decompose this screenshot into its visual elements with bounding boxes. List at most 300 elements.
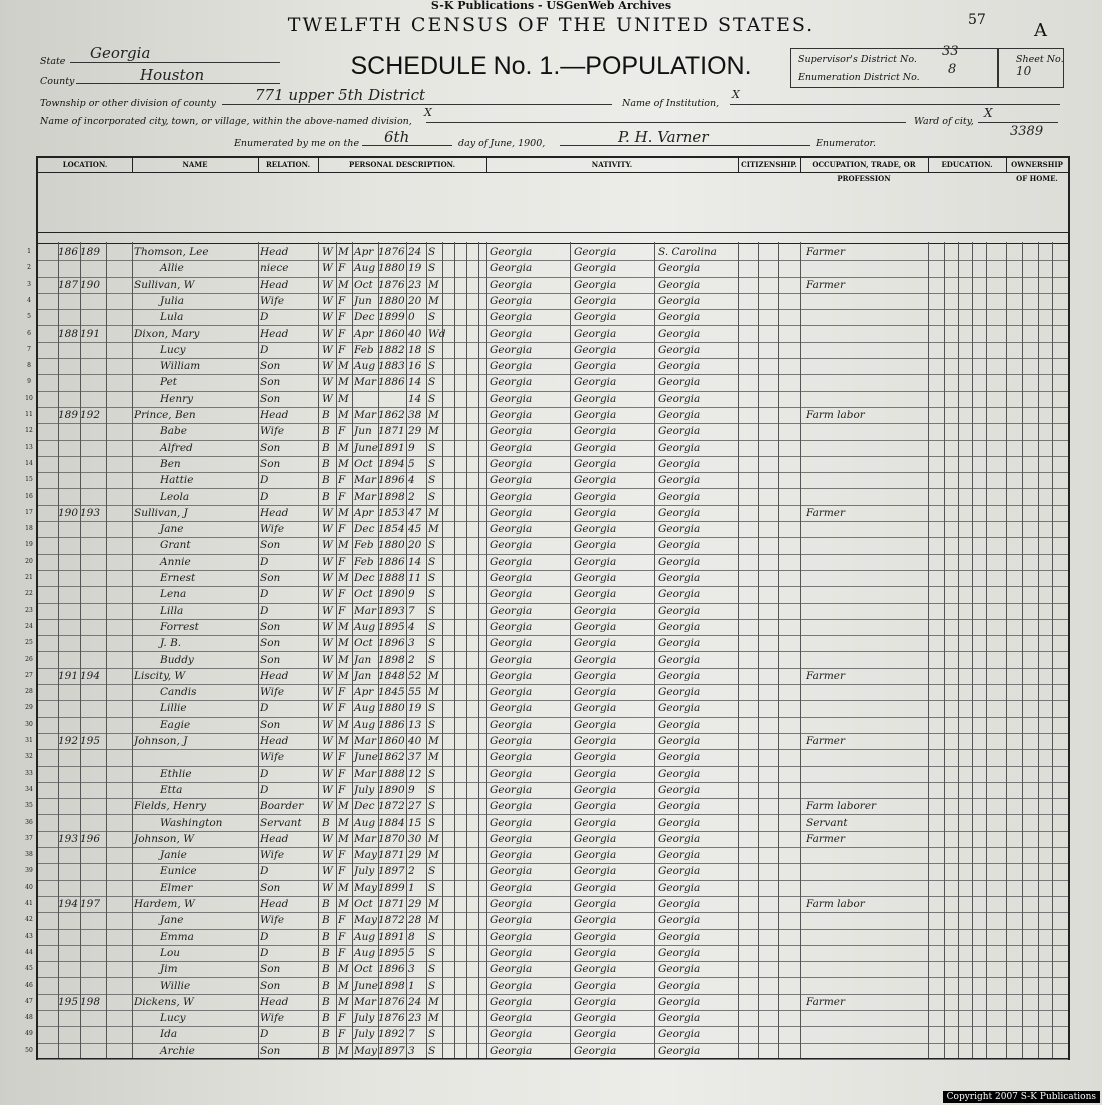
cell-yr: 1884 [378, 816, 405, 829]
enum-prefix: Enumerated by me on the [234, 138, 360, 149]
cell-pb: Georgia [490, 262, 533, 275]
cell-race: B [322, 816, 330, 829]
cell-fam [80, 619, 106, 635]
cell-rel: Wife [260, 294, 285, 307]
cell-ms: M [428, 1012, 439, 1025]
table-row [27, 342, 1068, 359]
cell-ms: S [428, 572, 436, 584]
line-number: 5 [27, 313, 31, 321]
cell-race: B [322, 409, 330, 421]
cell-pm: Georgia [658, 555, 701, 568]
cell-dw [58, 440, 80, 456]
cell-pf: Georgia [574, 604, 617, 617]
cell-rel: Head [260, 832, 289, 845]
cell-race: W [322, 865, 333, 878]
line-number: 46 [25, 981, 33, 989]
cell-age: 0 [408, 311, 415, 324]
table-row [25, 489, 1068, 506]
cell-yr: 1890 [378, 783, 405, 796]
cell-pm: Georgia [658, 963, 701, 976]
cell-sex: F [338, 946, 346, 959]
cell-rel: Wife [260, 523, 285, 536]
cell-race: W [322, 539, 333, 552]
cell-race: B [322, 979, 330, 992]
line-number: 47 [25, 997, 33, 1005]
state-label: State [40, 56, 66, 67]
cell-pb: Georgia [490, 555, 533, 568]
cell-pm: Georgia [658, 718, 701, 731]
cell-yr: 1895 [378, 620, 405, 633]
cell-race: W [322, 246, 333, 258]
cell-dw [58, 978, 80, 994]
cell-occ [806, 603, 924, 619]
group-personal: PERSONAL DESCRIPTION. [318, 158, 487, 173]
supervisor-value: 33 [942, 44, 959, 59]
cell-fam [80, 1043, 106, 1059]
cell-pf: Georgia [574, 963, 617, 976]
cell-sex: M [338, 572, 349, 584]
cell-ms: M [428, 914, 439, 927]
cell-ms: S [428, 865, 436, 878]
cell-rel: Head [260, 278, 289, 291]
cell-dw [58, 554, 80, 570]
cell-fam [80, 978, 106, 994]
cell-fam [80, 880, 106, 896]
cell-ms: M [428, 995, 439, 1008]
line-number: 21 [25, 574, 33, 581]
cell-ms: S [428, 767, 436, 780]
cell-dw [58, 880, 80, 896]
cell-pm: Georgia [658, 490, 701, 503]
table-row [27, 358, 1068, 375]
cell-pb: Georgia [490, 914, 533, 927]
cell-pm: Georgia [658, 1028, 701, 1041]
table-row [25, 537, 1068, 554]
cell-yr: 1871 [378, 849, 405, 862]
cell-dw [58, 1010, 80, 1026]
cell-dw: 192 [58, 735, 79, 747]
cell-ms: S [428, 262, 436, 275]
cell-occ [806, 358, 924, 374]
cell-mon: July [354, 783, 375, 796]
cell-age: 11 [408, 572, 422, 584]
cell-rel: Son [260, 392, 281, 405]
table-row [25, 554, 1068, 571]
cell-age: 9 [408, 783, 415, 796]
cell-pf: Georgia [574, 767, 617, 780]
line-number: 26 [25, 655, 33, 663]
cell-mon: Aug [354, 930, 376, 943]
cell-occ [806, 717, 924, 733]
cell-sex: F [338, 686, 346, 699]
table-row [25, 749, 1068, 766]
cell-race: B [322, 995, 330, 1008]
cell-age: 29 [408, 849, 422, 862]
cell-name: Alfred [160, 441, 193, 454]
line-number: 32 [25, 753, 33, 761]
cell-mon: June [354, 979, 378, 992]
cell-fam [80, 945, 106, 961]
cell-age: 4 [408, 620, 415, 633]
group-nativity: NATIVITY. [486, 158, 739, 173]
cell-rel: D [260, 1028, 269, 1041]
line-number: 42 [25, 916, 33, 924]
cell-mon: Oct [354, 637, 373, 650]
cell-race: W [322, 849, 333, 862]
cell-dw [58, 1026, 80, 1042]
line-number: 37 [25, 834, 33, 842]
cell-yr: 1882 [378, 343, 405, 356]
cell-age: 20 [408, 539, 422, 552]
cell-age: 5 [408, 946, 415, 959]
cell-dw [58, 423, 80, 439]
cell-name: Ernest [160, 572, 196, 584]
cell-occ: Farmer [806, 832, 846, 845]
cell-name: Candis [160, 686, 197, 699]
line-number: 49 [25, 1030, 33, 1038]
cell-pf: Georgia [574, 898, 617, 910]
ward-label: Ward of city, [914, 116, 974, 127]
cell-race: W [322, 653, 333, 666]
cell-mon: Feb [354, 539, 374, 552]
cell-name: Janie [160, 849, 187, 862]
cell-pf: Georgia [574, 946, 617, 959]
enumerator-name: P. H. Varner [618, 128, 709, 146]
cell-age: 3 [408, 1044, 415, 1057]
table-row [25, 815, 1068, 832]
cell-rel: niece [260, 262, 289, 275]
cell-ms: S [428, 800, 436, 813]
cell-occ [806, 619, 924, 635]
cell-race: W [322, 620, 333, 633]
cell-sex: F [338, 751, 346, 764]
cell-yr: 1898 [378, 979, 405, 992]
cell-occ: Farmer [806, 669, 846, 682]
cell-mon: Dec [354, 311, 375, 324]
cell-pb: Georgia [490, 800, 533, 813]
cell-age: 2 [408, 490, 415, 503]
cell-age: 38 [408, 409, 422, 421]
cell-name: Ethlie [160, 767, 192, 780]
cell-race: W [322, 686, 333, 699]
cell-mon: Mar [354, 490, 377, 503]
cell-ms: M [428, 735, 439, 747]
cell-yr: 1848 [378, 669, 405, 682]
cell-pf: Georgia [574, 849, 617, 862]
line-number: 12 [25, 427, 33, 435]
cell-occ [806, 326, 924, 342]
cell-sex: M [338, 392, 349, 405]
cell-rel: D [260, 474, 269, 487]
cell-pb: Georgia [490, 360, 533, 373]
cell-fam: 189 [80, 246, 101, 258]
cell-fam [80, 570, 106, 586]
cell-rel: Head [260, 409, 289, 421]
table-row [25, 407, 1068, 424]
cell-age: 14 [408, 392, 422, 405]
cell-pb: Georgia [490, 718, 533, 731]
cell-race: W [322, 783, 333, 796]
cell-race: W [322, 392, 333, 405]
cell-dw [58, 619, 80, 635]
table-row [25, 505, 1068, 522]
cell-yr: 1862 [378, 751, 405, 764]
census-title: TWELFTH CENSUS OF THE UNITED STATES. [287, 14, 815, 36]
cell-rel: Boarder [260, 800, 304, 813]
cell-pb: Georgia [490, 620, 533, 633]
cell-dw [58, 1043, 80, 1059]
cell-rel: Son [260, 539, 281, 552]
line-number: 16 [25, 492, 33, 500]
cell-dw [58, 945, 80, 961]
line-number: 7 [27, 345, 31, 353]
cell-dw [58, 652, 80, 668]
cell-sex: F [338, 425, 346, 438]
cell-rel: Son [260, 441, 281, 454]
cell-pm: Georgia [658, 995, 701, 1008]
cell-fam [80, 766, 106, 782]
cell-pb: Georgia [490, 686, 533, 699]
cell-dw: 186 [58, 246, 79, 258]
group-ownership: OWNERSHIP OF HOME. [1006, 158, 1068, 173]
cell-pm: Georgia [658, 783, 701, 796]
cell-mon: Aug [354, 262, 376, 275]
cell-pm: Georgia [658, 457, 701, 470]
cell-mon: Aug [354, 702, 376, 715]
cell-rel: Wife [260, 1012, 285, 1025]
cell-fam: 193 [80, 506, 101, 519]
cell-dw: 194 [58, 898, 79, 910]
cell-sex: M [338, 881, 349, 894]
cell-occ [806, 342, 924, 358]
cell-name: Emma [160, 930, 194, 943]
cell-mon: Feb [354, 343, 374, 356]
banner: S-K Publications - USGenWeb Archives [430, 0, 672, 12]
cell-yr: 1870 [378, 832, 405, 845]
cell-mon: Apr [354, 686, 374, 699]
cell-occ [806, 391, 924, 407]
table-row [25, 684, 1068, 701]
cell-pm: Georgia [658, 1012, 701, 1025]
cell-dw [58, 260, 80, 276]
cell-ms: S [428, 246, 436, 258]
group-occupation: OCCUPATION, TRADE, OR PROFESSION [800, 158, 929, 173]
cell-race: W [322, 523, 333, 536]
cell-occ [806, 652, 924, 668]
cell-age: 15 [408, 816, 422, 829]
cell-pb: Georgia [490, 278, 533, 291]
cell-race: B [322, 490, 330, 503]
cell-mon: Oct [354, 588, 373, 601]
table-row [25, 586, 1068, 603]
cell-pm: Georgia [658, 474, 701, 487]
cell-rel: Son [260, 1044, 281, 1057]
line-number: 40 [25, 883, 33, 891]
cell-dw [58, 766, 80, 782]
line-number: 8 [27, 362, 31, 370]
line-number: 25 [25, 639, 33, 647]
cell-sex: M [338, 963, 349, 976]
enum-day: 6th [384, 128, 410, 146]
cell-pb: Georgia [490, 995, 533, 1008]
cell-fam [80, 374, 106, 390]
cell-pb: Georgia [490, 669, 533, 682]
cell-age: 3 [408, 963, 415, 976]
cell-mon: Mar [354, 832, 377, 845]
line-number: 10 [25, 394, 33, 402]
cell-pm: Georgia [658, 278, 701, 291]
cell-pf: Georgia [574, 653, 617, 666]
cell-name: J. B. [160, 637, 182, 650]
cell-rel: Son [260, 637, 281, 650]
cell-sex: M [338, 441, 349, 454]
cell-occ [806, 749, 924, 765]
table-row [25, 831, 1068, 848]
enumerator-label: Enumerator. [816, 138, 877, 149]
line-number: 50 [25, 1046, 33, 1054]
line-number: 44 [25, 948, 33, 956]
line-number: 14 [25, 459, 33, 467]
cell-pm: Georgia [658, 1044, 701, 1057]
cell-fam [80, 423, 106, 439]
cell-pb: Georgia [490, 311, 533, 324]
cell-yr: 1888 [378, 767, 405, 780]
cell-dw [58, 815, 80, 831]
cell-age: 37 [408, 751, 422, 764]
cell-pm: Georgia [658, 735, 701, 747]
cell-ms: S [428, 474, 436, 487]
cell-race: W [322, 343, 333, 356]
cell-pb: Georgia [490, 327, 533, 340]
cell-sex: F [338, 604, 346, 617]
cell-pf: Georgia [574, 262, 617, 275]
cell-name: Dixon, Mary [134, 327, 200, 340]
cell-name: Jane [160, 523, 184, 536]
line-number: 1 [27, 248, 31, 255]
cell-dw [58, 489, 80, 505]
cell-name: Lula [160, 311, 184, 324]
line-number: 2 [27, 264, 31, 272]
cell-pm: Georgia [658, 637, 701, 650]
cell-age: 19 [408, 702, 422, 715]
cell-pf: Georgia [574, 539, 617, 552]
cell-occ [806, 961, 924, 977]
cell-age: 40 [408, 327, 422, 340]
township-label: Township or other division of county [40, 98, 216, 109]
cell-mon: Mar [354, 767, 377, 780]
cell-ms: S [428, 653, 436, 666]
table-row [27, 326, 1068, 343]
line-number: 13 [25, 443, 33, 451]
cell-fam [80, 586, 106, 602]
cell-mon: Dec [354, 800, 375, 813]
cell-yr: 1876 [378, 995, 405, 1008]
table-row [25, 668, 1068, 685]
cell-dw [58, 749, 80, 765]
cell-race: W [322, 604, 333, 617]
cell-sex: M [338, 832, 349, 845]
cell-occ [806, 945, 924, 961]
cell-occ [806, 423, 924, 439]
cell-ms: S [428, 946, 436, 959]
cell-pm: Georgia [658, 914, 701, 927]
cell-sex: M [338, 718, 349, 731]
cell-mon: Oct [354, 278, 373, 291]
cell-occ [806, 929, 924, 945]
cell-ms: M [428, 409, 439, 421]
cell-name: Liscity, W [134, 669, 186, 682]
cell-race: W [322, 767, 333, 780]
cell-pb: Georgia [490, 506, 533, 519]
cell-yr: 1886 [378, 718, 405, 731]
cell-fam [80, 652, 106, 668]
cell-pf: Georgia [574, 620, 617, 633]
cell-ms: S [428, 881, 436, 894]
cell-fam [80, 358, 106, 374]
cell-pm: Georgia [658, 946, 701, 959]
cell-fam [80, 717, 106, 733]
table-row [25, 456, 1068, 473]
cell-name: Henry [160, 392, 194, 405]
cell-occ [806, 374, 924, 390]
cell-mon: Mar [354, 409, 377, 421]
cell-ms: S [428, 441, 436, 454]
cell-yr: 1845 [378, 686, 405, 699]
table-row [25, 978, 1068, 995]
table-row [25, 798, 1068, 815]
cell-ms: S [428, 637, 436, 650]
cell-occ [806, 554, 924, 570]
cell-mon: July [354, 865, 375, 878]
cell-sex: M [338, 653, 349, 666]
cell-rel: Head [260, 995, 289, 1008]
cell-fam [80, 342, 106, 358]
cell-mon: May [354, 881, 377, 894]
cell-rel: D [260, 783, 269, 796]
cell-occ [806, 293, 924, 309]
cell-occ [806, 309, 924, 325]
cell-mon: Jan [354, 669, 372, 682]
cell-ms: M [428, 523, 439, 536]
corner-number: 57 [968, 12, 986, 28]
cell-sex: F [338, 555, 346, 568]
cell-yr: 1886 [378, 555, 405, 568]
cell-age: 23 [408, 1012, 422, 1025]
cell-mon: Feb [354, 555, 374, 568]
cell-pb: Georgia [490, 735, 533, 747]
cell-fam [80, 815, 106, 831]
cell-ms: M [428, 669, 439, 682]
cell-name: Eagie [160, 718, 191, 731]
group-name: NAME [132, 158, 259, 173]
group-citizenship: CITIZENSHIP. [738, 158, 801, 173]
line-number: 45 [25, 965, 33, 973]
cell-race: W [322, 555, 333, 568]
cell-yr: 1899 [378, 311, 405, 324]
cell-pm: Georgia [658, 669, 701, 682]
cell-race: W [322, 588, 333, 601]
cell-yr: 1886 [378, 376, 405, 389]
cell-pf: Georgia [574, 523, 617, 536]
cell-fam: 195 [80, 735, 101, 747]
cell-ms: M [428, 832, 439, 845]
copyright-notice: Copyright 2007 S-K Publications [943, 1091, 1100, 1103]
cell-name: Sullivan, W [134, 278, 195, 291]
cell-dw [58, 537, 80, 553]
cell-ms: S [428, 392, 436, 405]
cell-sex: F [338, 294, 346, 307]
cell-race: W [322, 294, 333, 307]
